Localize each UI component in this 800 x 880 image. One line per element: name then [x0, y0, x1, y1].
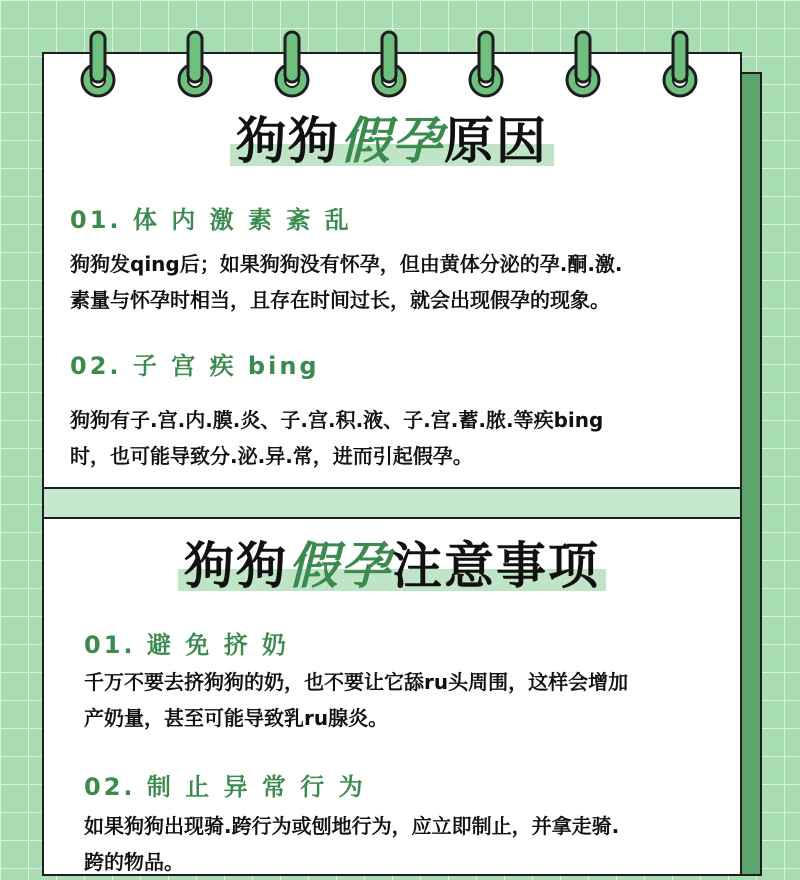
section1-item1-text: 狗狗发qing后；如果狗狗没有怀孕，但由黄体分泌的孕.酮.激. 素量与怀孕时相当，且存在时间过长，就会出现假孕的现象。 [70, 252, 623, 312]
section1-item2-text: 狗狗有子.宫.内.膜.炎、子.宫.积.液、子.宫.蓄.脓.等疾bing 时，也可能导致分.泌.异.常，进而引起假孕。 [70, 408, 604, 468]
section1-item2-heading: 02. 子 宫 疾 bing [70, 352, 320, 380]
binder-ring-icon [662, 30, 698, 100]
section2-title: 狗狗假孕注意事项 [44, 541, 740, 591]
binder-ring-icon [274, 30, 310, 100]
section2-item1-heading: 01. 避 免 挤 奶 [84, 631, 289, 659]
section2-item2-text: 如果狗狗出现骑.跨行为或刨地行为，应立即制止，并拿走骑. 跨的物品。 [84, 814, 620, 874]
section1-title: 狗狗假孕原因 [44, 116, 740, 166]
notepad-page [42, 52, 742, 876]
binder-ring-icon [468, 30, 504, 100]
binder-ring-icon [371, 30, 407, 100]
section2-item1-text: 千万不要去挤狗狗的奶，也不要让它舔ru头周围，这样会增加 产奶量，甚至可能导致乳ru腺炎。 [84, 670, 629, 730]
binder-ring-icon [177, 30, 213, 100]
binder-ring-icon [565, 30, 601, 100]
binder-ring-icon [80, 30, 116, 100]
section2-item2-heading: 02. 制 止 异 常 行 为 [84, 773, 366, 801]
section-divider [44, 487, 740, 519]
section1-item1-heading: 01. 体 内 激 素 紊 乱 [70, 206, 352, 234]
